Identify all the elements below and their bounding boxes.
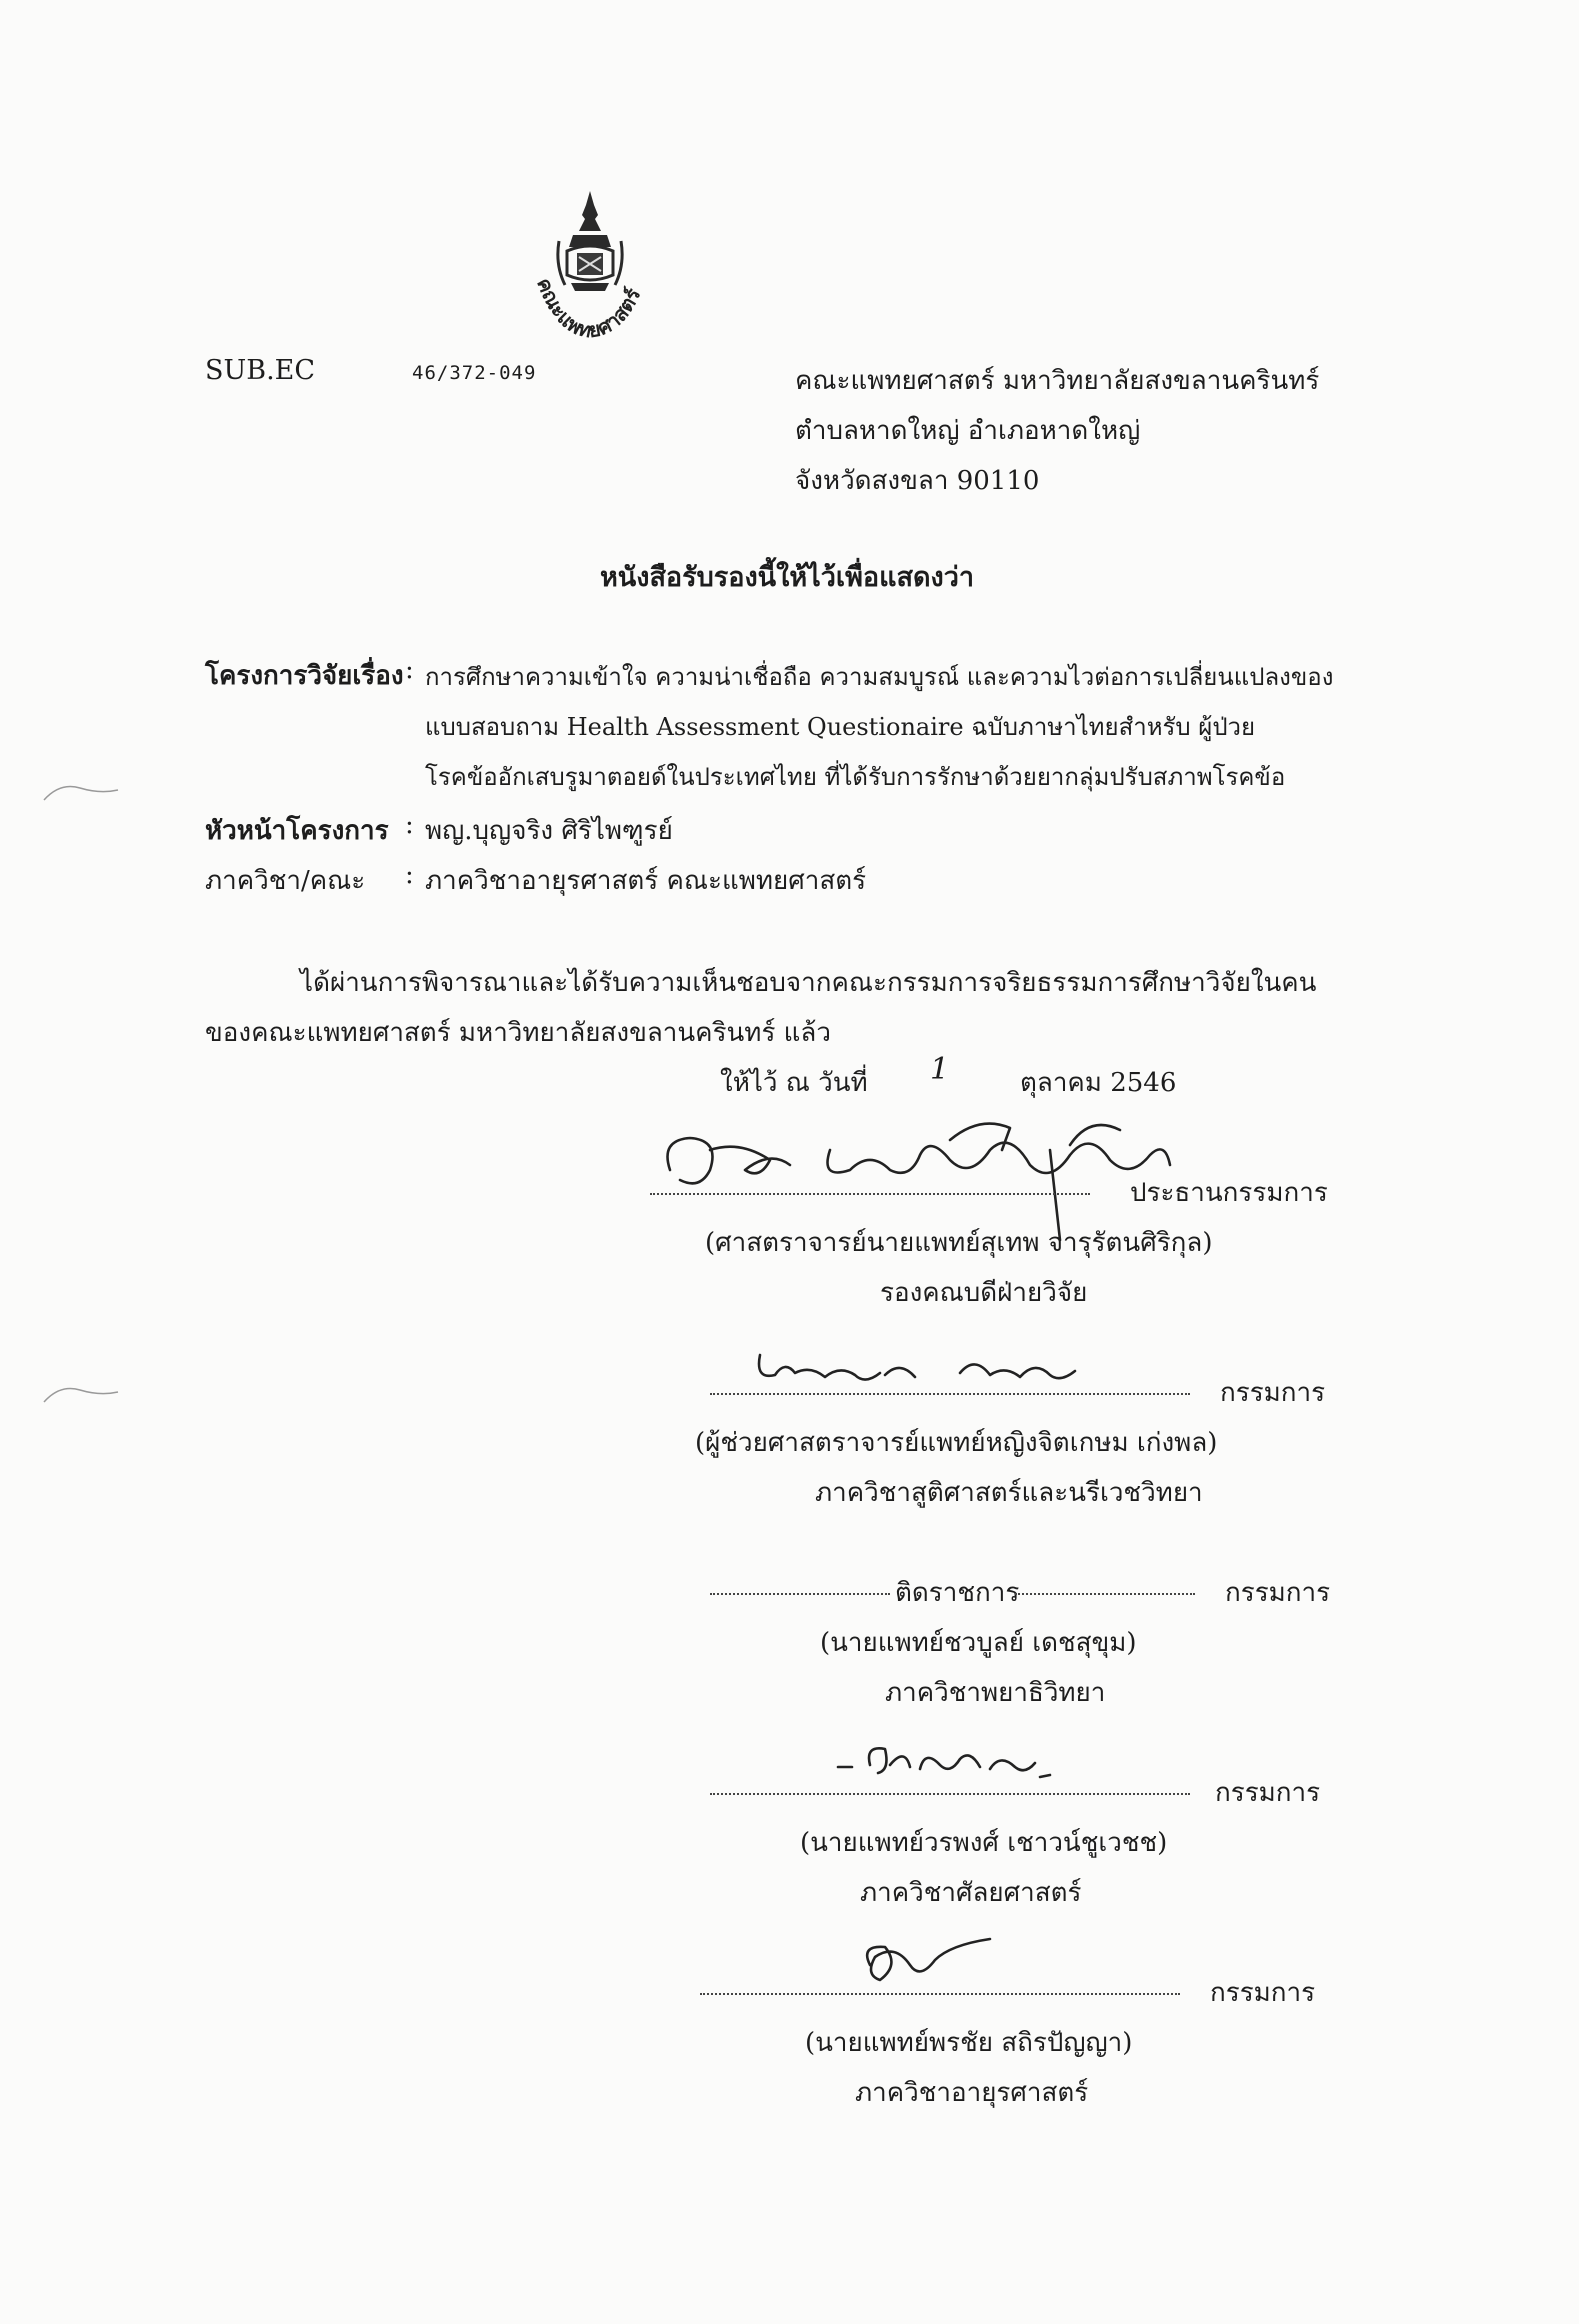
signatory-1-position: รองคณบดีฝ่ายวิจัย bbox=[880, 1278, 1088, 1308]
project-title-line-2: แบบสอบถาม Health Assessment Questionaire ฉบับภาษาไทยสำหรับ ผู้ป่วย bbox=[425, 713, 1256, 741]
date-day: 1 bbox=[930, 1052, 950, 1087]
signatory-2-name: (ผู้ช่วยศาสตราจารย์แพทย์หญิงจิตเกษม เก่งพล) bbox=[695, 1428, 1218, 1458]
signature-line-3b bbox=[1015, 1593, 1195, 1595]
signatory-5-position: ภาควิชาอายุรศาสตร์ bbox=[855, 2078, 1089, 2108]
signatory-5-role: กรรมการ bbox=[1210, 1978, 1316, 2008]
signatory-4-position: ภาควิชาศัลยศาสตร์ bbox=[860, 1878, 1082, 1908]
signature-line-3a bbox=[710, 1593, 890, 1595]
signatory-3-position: ภาควิชาพยาธิวิทยา bbox=[885, 1678, 1106, 1708]
department-value: ภาควิชาอายุรศาสตร์ คณะแพทยศาสตร์ bbox=[425, 866, 867, 896]
signatory-1-name: (ศาสตราจารย์นายแพทย์สุเทพ จารุรัตนศิริกุล) bbox=[705, 1228, 1213, 1258]
body-line-2: ของคณะแพทยศาสตร์ มหาวิทยาลัยสงขลานครินทร์ แล้ว bbox=[205, 1018, 831, 1048]
signatory-1-role: ประธานกรรมการ bbox=[1130, 1178, 1328, 1208]
signature-chairman bbox=[650, 1110, 1210, 1220]
address-line-1: คณะแพทยศาสตร์ มหาวิทยาลัยสงขลานครินทร์ bbox=[795, 366, 1320, 396]
department-label: ภาควิชา/คณะ bbox=[205, 866, 366, 896]
signatory-3-role: กรรมการ bbox=[1225, 1578, 1331, 1608]
address-line-2: ตำบลหาดใหญ่ อำเภอหาดใหญ่ bbox=[795, 416, 1141, 446]
project-title-line-3: โรคข้ออักเสบรูมาตอยด์ในประเทศไทย ที่ได้รับการรักษาด้วยยากลุ่มปรับสภาพโรคข้อ bbox=[425, 763, 1286, 791]
document-title: หนังสือรับรองนี้ให้ไว้เพื่อแสดงว่า bbox=[600, 562, 975, 593]
head-colon: : bbox=[405, 810, 414, 840]
project-label: โครงการวิจัยเรื่อง bbox=[205, 661, 404, 691]
signatory-2-role: กรรมการ bbox=[1220, 1378, 1326, 1408]
project-title-line-1: การศึกษาความเข้าใจ ความน่าเชื่อถือ ความสมบูรณ์ และความไวต่อการเปลี่ยนแปลงของ bbox=[425, 663, 1334, 691]
address-line-3: จังหวัดสงขลา 90110 bbox=[795, 466, 1040, 496]
signature-line-2 bbox=[710, 1393, 1190, 1395]
signature-line-5 bbox=[700, 1993, 1180, 1995]
signature-line-1 bbox=[650, 1193, 1090, 1195]
head-label: หัวหน้าโครงการ bbox=[205, 816, 389, 846]
faculty-seal-icon bbox=[515, 185, 665, 345]
reference-number: 46/372-049 bbox=[412, 362, 537, 384]
signatory-4-role: กรรมการ bbox=[1215, 1778, 1321, 1808]
project-colon: : bbox=[405, 655, 414, 685]
signatory-4-name: (นายแพทย์วรพงศ์ เชาวน์ชูเวชช) bbox=[800, 1828, 1168, 1858]
punch-hole-mark-top bbox=[40, 780, 120, 810]
signature-line-4 bbox=[710, 1793, 1190, 1795]
date-month-year: ตุลาคม 2546 bbox=[1020, 1068, 1177, 1098]
signatory-3-name: (นายแพทย์ชวบูลย์ เดชสุขุม) bbox=[820, 1628, 1137, 1658]
signatory-5-name: (นายแพทย์พรชัย สถิรปัญญา) bbox=[805, 2028, 1133, 2058]
signatory-2-position: ภาควิชาสูติศาสตร์และนรีเวชวิทยา bbox=[815, 1478, 1203, 1508]
body-line-1: ได้ผ่านการพิจารณาและได้รับความเห็นชอบจากคณะกรรมการจริยธรรมการศึกษาวิจัยในคน bbox=[300, 968, 1317, 998]
department-colon: : bbox=[405, 860, 414, 890]
punch-hole-mark-bottom bbox=[40, 1380, 120, 1410]
signature-member-2 bbox=[740, 1335, 1100, 1395]
date-prefix: ให้ไว้ ณ วันที่ bbox=[720, 1068, 868, 1098]
head-value: พญ.บุญจริง ศิริไพฑูรย์ bbox=[425, 816, 673, 846]
signature-member-5 bbox=[840, 1935, 1000, 1995]
signatory-3-note: ติดราชการ bbox=[895, 1578, 1020, 1608]
reference-code: SUB.EC bbox=[205, 355, 316, 386]
svg-text:คณะแพทยศาสตร์: คณะแพทยศาสตร์ bbox=[532, 274, 646, 343]
signature-member-4 bbox=[830, 1735, 1060, 1785]
